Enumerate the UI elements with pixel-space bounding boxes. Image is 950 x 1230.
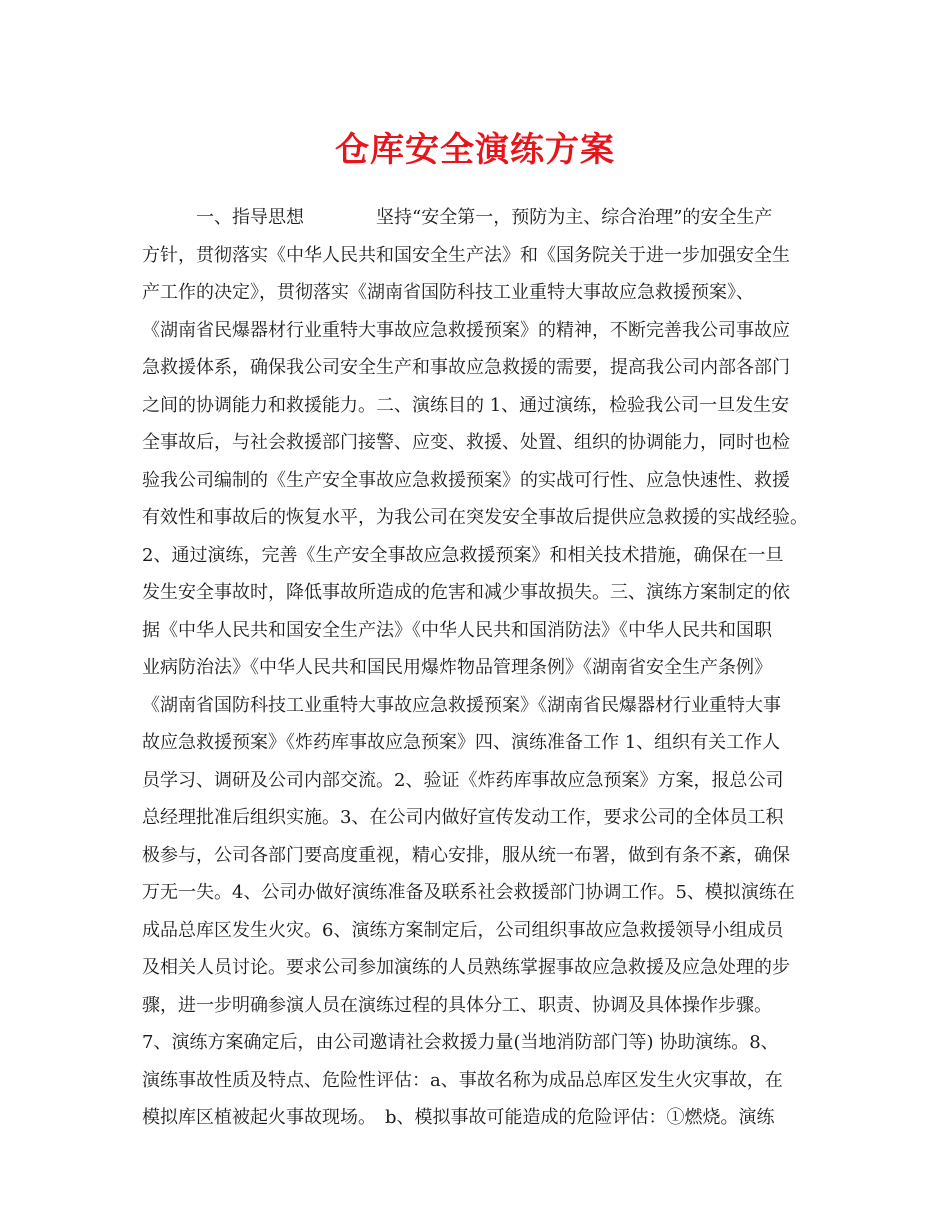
body-text-line: 成品总库区发生火灾。6、演练方案制定后，公司组织事故应急救援领导小组成员	[142, 919, 784, 941]
body-text-line: 演练事故性质及特点、危险性评估：a、事故名称为成品总库区发生火灾事故，在	[142, 1069, 783, 1091]
body-text-line: 之间的协调能力和救援能力。二、演练目的 1、通过演练，检验我公司一旦发生安	[142, 394, 790, 416]
document-body	[142, 199, 822, 1137]
body-text-line: 全事故后，与社会救援部门接警、应变、救援、处置、组织的协调能力，同时也检	[142, 432, 790, 453]
body-text-line: 骤，进一步明确参演人员在演练过程的具体分工、职责、协调及具体操作步骤。	[142, 994, 772, 1016]
body-text-line: 员学习、调研及公司内部交流。2、验证《炸药库事故应急预案》方案，报总公司	[142, 769, 784, 791]
body-text-line: 验我公司编制的《生产安全事故应急救援预案》的实战可行性、应急快速性、救援	[142, 469, 790, 491]
body-text-line: 模拟库区植被起火事故现场。 b、模拟事故可能造成的危险评估：①燃烧。演练	[142, 1107, 775, 1128]
body-text-line: 7、演练方案确定后，由公司邀请社会救援力量(当地消防部门等) 协助演练。8、	[142, 1032, 779, 1053]
body-text-line: 发生安全事故时，降低事故所造成的危害和减少事故损失。三、演练方案制定的依	[142, 582, 790, 603]
body-text-line: 产工作的决定》，贯彻落实《湖南省国防科技工业重特大事故应急救援预案》、	[142, 282, 754, 303]
body-text-line: 2、通过演练，完善《生产安全事故应急救援预案》和相关技术措施，确保在一旦	[142, 544, 784, 566]
body-text-line: 一、指导思想 坚持“安全第一，预防为主、综合治理”的安全生产	[142, 207, 773, 228]
body-text-line: 故应急救援预案》《炸药库事故应急预案》四、演练准备工作 1、组织有关工作人	[142, 732, 781, 753]
body-text-line: 总经理批准后组织实施。3、在公司内做好宣传发动工作，要求公司的全体员工积	[142, 807, 784, 828]
body-text-line: 方针，贯彻落实《中华人民共和国安全生产法》和《国务院关于进一步加强安全生	[142, 244, 790, 266]
body-text-line: 业病防治法》《中华人民共和国民用爆炸物品管理条例》《湖南省安全生产条例》	[142, 657, 772, 678]
body-text-line: 据《中华人民共和国安全生产法》《中华人民共和国消防法》《中华人民共和国职	[142, 619, 772, 641]
body-text-line: 急救援体系，确保我公司安全生产和事故应急救援的需要，提高我公司内部各部门	[142, 357, 790, 378]
body-text-line: 及相关人员讨论。要求公司参加演练的人员熟练掌握事故应急救援及应急处理的步	[142, 957, 790, 978]
body-text-line: 极参与，公司各部门要高度重视，精心安排，服从统一布署，做到有条不紊，确保	[142, 844, 790, 866]
body-text-line: 有效性和事故后的恢复水平，为我公司在突发安全事故后提供应急救援的实战经验。	[142, 507, 808, 528]
document-title: 仓库安全演练方案	[335, 130, 615, 170]
body-text-line: 《湖南省民爆器材行业重特大事故应急救援预案》的精神，不断完善我公司事故应	[142, 319, 790, 341]
body-text-line: 万无一失。4、公司办做好演练准备及联系社会救援部门协调工作。5、模拟演练在	[142, 882, 795, 903]
body-text-line: 《湖南省国防科技工业重特大事故应急救援预案》《湖南省民爆器材行业重特大事	[142, 694, 781, 716]
